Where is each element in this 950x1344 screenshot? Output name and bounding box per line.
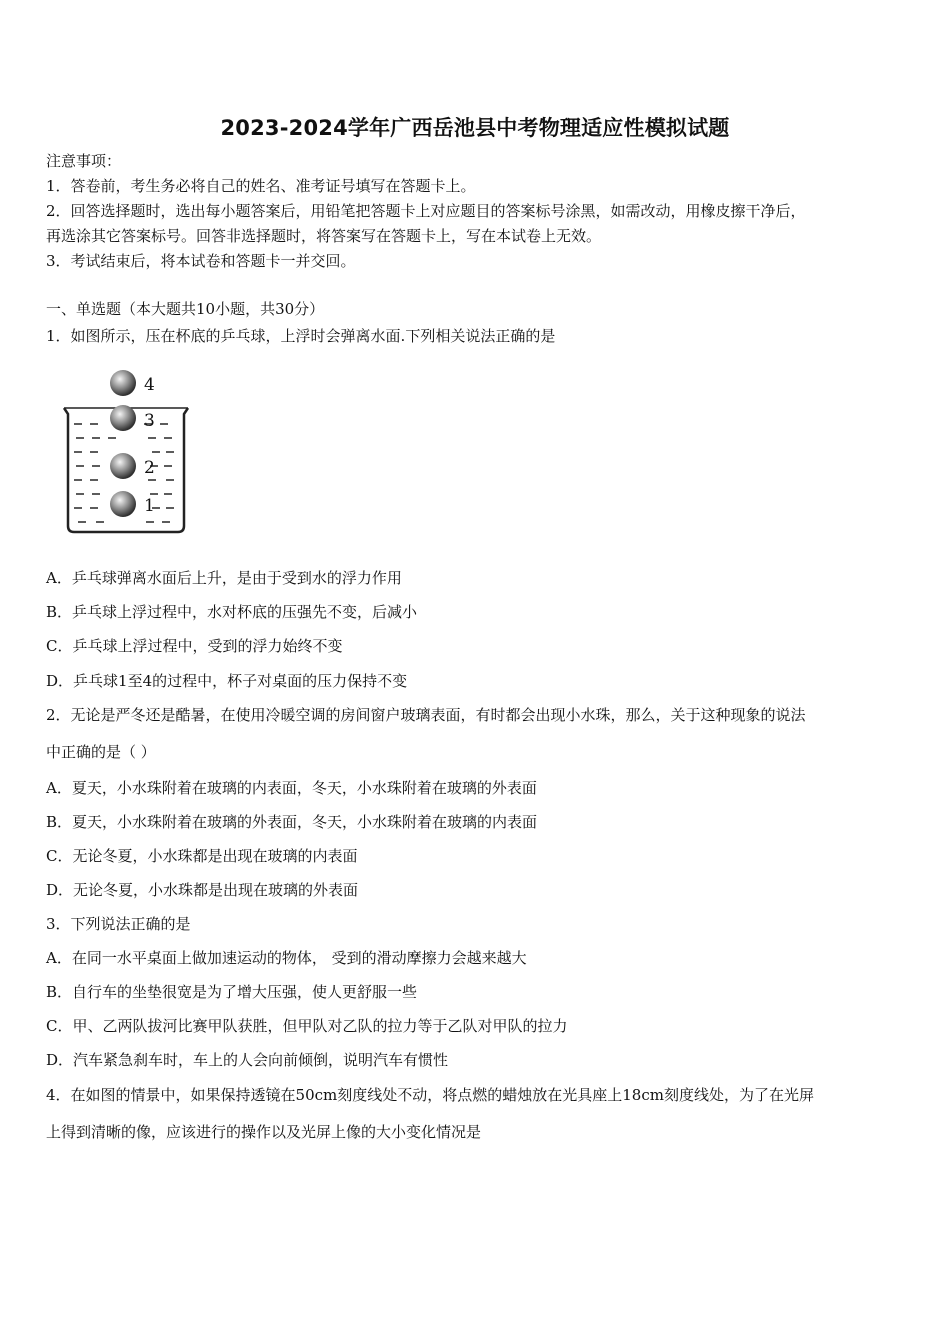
q2-option-d: D．无论冬夏，小水珠都是出现在玻璃的外表面 bbox=[46, 881, 359, 899]
q1-option-b: B．乒乓球上浮过程中，水对杯底的压强先不变，后减小 bbox=[46, 603, 418, 621]
q3-option-d: D．汽车紧急刹车时，车上的人会向前倾倒，说明汽车有惯性 bbox=[46, 1051, 449, 1069]
ball-4 bbox=[110, 370, 136, 396]
section-heading: 一、单选题（本大题共10小题，共30分） bbox=[46, 300, 325, 318]
beaker-figure bbox=[56, 366, 196, 538]
label-2: 2 bbox=[144, 458, 155, 478]
question-2-stem: 2．无论是严冬还是酷暑，在使用冷暖空调的房间窗户玻璃表面，有时都会出现小水珠，那么，关于这种现象的说法 bbox=[46, 706, 806, 724]
q2-option-b: B．夏天，小水珠附着在玻璃的外表面，冬天，小水珠附着在玻璃的内表面 bbox=[46, 813, 538, 831]
question-2-stem-cont: 中正确的是（ ） bbox=[46, 743, 156, 761]
notice-item-3: 3．考试结束后，将本试卷和答题卡一并交回。 bbox=[46, 252, 356, 270]
label-4: 4 bbox=[144, 375, 155, 395]
page-title: 2023-2024学年广西岳池县中考物理适应性模拟试题 bbox=[220, 116, 730, 140]
q2-option-a: A．夏天，小水珠附着在玻璃的内表面，冬天，小水珠附着在玻璃的外表面 bbox=[46, 779, 537, 797]
notice-item-2: 2．回答选择题时，选出每小题答案后，用铅笔把答题卡上对应题目的答案标号涂黑，如需改动，用橡皮擦干净后， bbox=[46, 202, 806, 220]
ball-2 bbox=[110, 453, 136, 479]
q3-option-b: B．自行车的坐垫很宽是为了增大压强，使人更舒服一些 bbox=[46, 983, 418, 1001]
question-1-stem: 1．如图所示，压在杯底的乒乓球，上浮时会弹离水面.下列相关说法正确的是 bbox=[46, 327, 556, 345]
q3-option-a: A．在同一水平桌面上做加速运动的物体， 受到的滑动摩擦力会越来越大 bbox=[46, 949, 527, 967]
q1-option-c: C．乒乓球上浮过程中，受到的浮力始终不变 bbox=[46, 637, 343, 655]
q1-option-a: A．乒乓球弹离水面后上升，是由于受到水的浮力作用 bbox=[46, 569, 402, 587]
question-3-stem: 3．下列说法正确的是 bbox=[46, 915, 191, 933]
question-4-stem-cont: 上得到清晰的像，应该进行的操作以及光屏上像的大小变化情况是 bbox=[46, 1123, 482, 1141]
notice-heading: 注意事项： bbox=[46, 152, 122, 170]
ball-3 bbox=[110, 405, 136, 431]
label-1: 1 bbox=[144, 496, 155, 516]
q2-option-c: C．无论冬夏，小水珠都是出现在玻璃的内表面 bbox=[46, 847, 358, 865]
q3-option-c: C．甲、乙两队拔河比赛甲队获胜，但甲队对乙队的拉力等于乙队对甲队的拉力 bbox=[46, 1017, 568, 1035]
notice-item-2-cont: 再选涂其它答案标号。回答非选择题时，将答案写在答题卡上，写在本试卷上无效。 bbox=[46, 227, 602, 245]
beaker-diagram bbox=[56, 366, 196, 538]
q1-option-d: D．乒乓球1至4的过程中，杯子对桌面的压力保持不变 bbox=[46, 672, 408, 690]
ball-1 bbox=[110, 491, 136, 517]
question-4-stem: 4．在如图的情景中，如果保持透镜在50cm刻度线处不动，将点燃的蜡烛放在光具座上18cm刻度线处，为了在光屏 bbox=[46, 1086, 814, 1104]
label-3: 3 bbox=[144, 411, 155, 431]
notice-item-1: 1．答卷前，考生务必将自己的姓名、准考证号填写在答题卡上。 bbox=[46, 177, 476, 195]
